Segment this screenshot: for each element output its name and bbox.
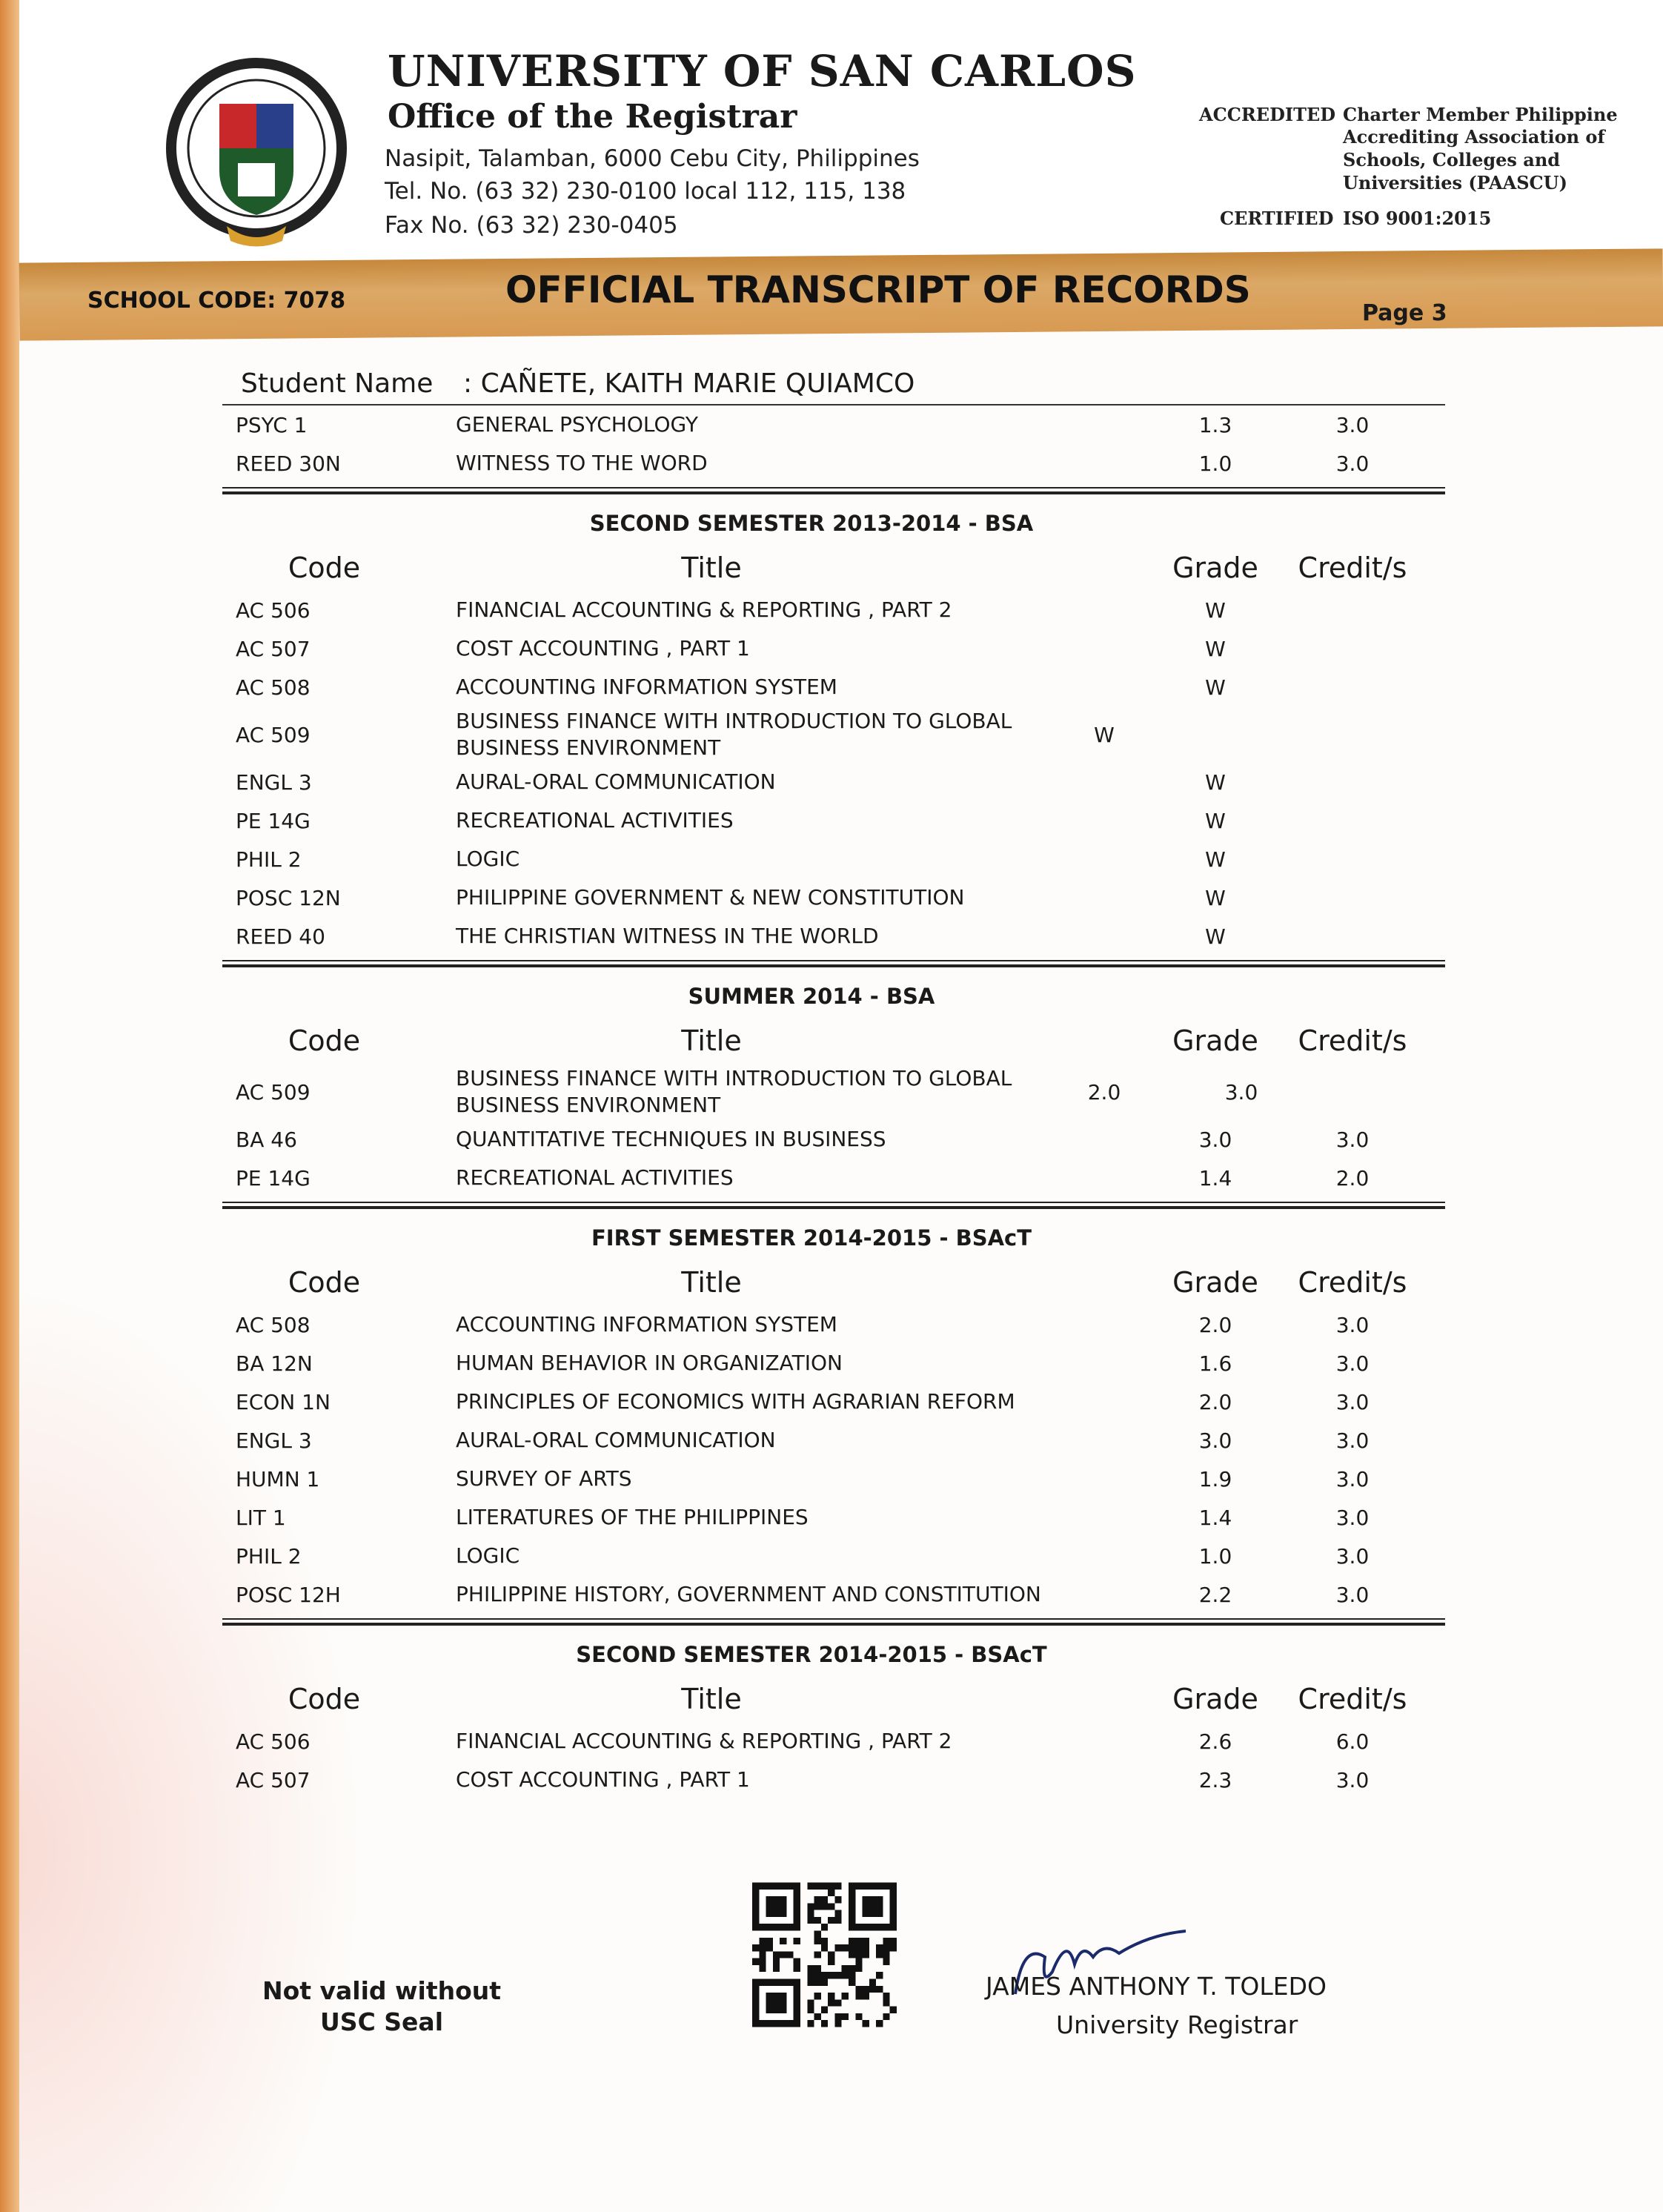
course-row [222,1761,1445,1799]
accreditation-line: Charter Member Philippine [1343,104,1618,125]
course-grade: 1.4 [1198,1165,1232,1191]
course-credit: 3.0 [1335,1466,1370,1491]
header-code: Code [288,1683,361,1715]
accreditation-line: Universities (PAASCU) [1343,172,1567,193]
double-divider [222,487,1445,494]
course-title: SURVEY OF ARTS [456,1466,632,1491]
course-grade: 1.4 [1198,1505,1232,1530]
course-title: PHILIPPINE HISTORY, GOVERNMENT AND CONSTITUTION [456,1582,1041,1606]
course-code: PE 14G [236,808,311,833]
course-code: REED 30N [236,451,341,476]
carryover-rows [222,405,1445,483]
course-code: POSC 12N [236,885,341,910]
header-credit: Credit/s [1298,1024,1407,1057]
letterhead [19,0,1663,263]
course-grade: 2.6 [1198,1729,1232,1754]
course-row [222,1344,1445,1382]
double-divider [222,1618,1445,1626]
transcript-body [222,363,1445,1799]
semester-section [222,1216,1445,1626]
header-credit: Credit/s [1298,552,1407,584]
course-row [222,668,1445,706]
course-grade: W [1205,597,1226,623]
course-title: RECREATIONAL ACTIVITIES [456,1165,734,1190]
course-title: FINANCIAL ACCOUNTING & REPORTING , PART 2 [456,1729,952,1753]
column-headers [222,545,1445,591]
semester-title: SECOND SEMESTER 2014-2015 - BSAcT [576,1642,1047,1667]
course-grade: W [1205,885,1226,910]
course-credit: 3.0 [1335,1312,1370,1337]
course-row [222,1382,1445,1421]
course-title: ACCOUNTING INFORMATION SYSTEM [456,1312,837,1337]
certified-value: ISO 9001:2015 [1343,208,1492,229]
course-grade: 3.0 [1198,1428,1232,1453]
course-code: ECON 1N [236,1389,331,1414]
course-credit: 3.0 [1335,1543,1370,1569]
header-credit: Credit/s [1298,1683,1407,1715]
course-code: PHIL 2 [236,847,302,872]
course-title: FINANCIAL ACCOUNTING & REPORTING , PART 2 [456,597,952,622]
semester-section [222,1633,1445,1799]
accreditation-line: Schools, Colleges and [1343,149,1561,170]
course-title: HUMAN BEHAVIOR IN ORGANIZATION [456,1351,843,1375]
course-row [222,1722,1445,1761]
university-seal-logo [164,52,349,252]
course-code: AC 508 [236,1312,311,1337]
course-row [222,706,1445,763]
course-credit: 3.0 [1335,1389,1370,1414]
column-headers [222,1676,1445,1722]
header-title: Title [681,1024,742,1057]
header-grade: Grade [1172,1683,1258,1715]
course-grade: 2.3 [1198,1767,1232,1792]
course-row [222,1498,1445,1537]
course-grade: W [1094,722,1115,747]
school-code: SCHOOL CODE: 7078 [87,288,346,314]
course-title: THE CHRISTIAN WITNESS IN THE WORLD [456,924,879,948]
course-code: AC 507 [236,1767,311,1792]
address: Nasipit, Talamban, 6000 Cebu City, Philippines [385,145,920,172]
course-row [222,405,1445,444]
course-code: BA 46 [236,1127,297,1152]
course-code: AC 506 [236,597,311,623]
qr-code [752,1881,897,2029]
course-credit: 3.0 [1335,412,1370,437]
course-code: POSC 12H [236,1582,341,1607]
course-grade: W [1205,808,1226,833]
semester-title: SECOND SEMESTER 2013-2014 - BSA [589,511,1034,536]
course-title: RECREATIONAL ACTIVITIES [456,808,734,832]
course-title: COST ACCOUNTING , PART 1 [456,636,750,660]
course-row [222,917,1445,956]
semester-title: SUMMER 2014 - BSA [688,984,935,1009]
semester-title: FIRST SEMESTER 2014-2015 - BSAcT [591,1225,1032,1251]
semester-section [222,502,1445,967]
course-title: WITNESS TO THE WORD [456,451,708,475]
accreditation-line: Accrediting Association of [1343,126,1605,148]
course-credit: 3.0 [1335,1428,1370,1453]
course-credit: 3.0 [1335,1505,1370,1530]
course-title: AURAL-ORAL COMMUNICATION [456,769,776,794]
fax: Fax No. (63 32) 230-0405 [385,212,678,239]
course-code: PSYC 1 [236,412,308,437]
course-code: AC 509 [236,1079,311,1105]
course-credit: 2.0 [1335,1165,1370,1191]
header-grade: Grade [1172,552,1258,584]
validity-note: Not valid without USC Seal [262,1976,502,2036]
header-code: Code [288,1266,361,1299]
course-code: LIT 1 [236,1505,286,1530]
course-title: BUSINESS FINANCE WITH INTRODUCTION TO GLOBAL BUSINESS ENVIRONMENT [456,1066,1012,1117]
course-code: AC 508 [236,675,311,700]
course-grade: 2.0 [1198,1312,1232,1337]
course-credit: 3.0 [1224,1079,1258,1105]
course-code: PHIL 2 [236,1543,302,1569]
course-row [222,1537,1445,1575]
header-title: Title [681,552,742,584]
registrar-role: University Registrar [1056,2010,1298,2039]
course-grade: 3.0 [1198,1127,1232,1152]
page-edge [0,0,19,2212]
course-credit: 3.0 [1335,1351,1370,1376]
course-row [222,1120,1445,1159]
course-grade: W [1205,636,1226,661]
header-title: Title [681,1683,742,1715]
student-name-row [222,363,1445,405]
course-code: ENGL 3 [236,769,312,795]
course-row [222,763,1445,801]
course-title: COST ACCOUNTING , PART 1 [456,1767,750,1792]
course-grade: 1.3 [1198,412,1232,437]
course-row [222,1064,1445,1120]
accredited-label: ACCREDITED [1199,104,1336,125]
course-grade: 2.0 [1198,1389,1232,1414]
telephone: Tel. No. (63 32) 230-0100 local 112, 115, 138 [385,178,906,205]
course-title: ACCOUNTING INFORMATION SYSTEM [456,675,837,699]
column-headers [222,1018,1445,1064]
header-title: Title [681,1266,742,1299]
semester-section [222,975,1445,1209]
course-title: PRINCIPLES OF ECONOMICS WITH AGRARIAN REFORM [456,1389,1015,1414]
course-title: LITERATURES OF THE PHILIPPINES [456,1505,809,1529]
course-credit: 3.0 [1335,1582,1370,1607]
course-title: AURAL-ORAL COMMUNICATION [456,1428,776,1452]
course-row [222,1159,1445,1197]
double-divider [222,960,1445,967]
student-name-label: Student Name [241,368,434,399]
course-code: ENGL 3 [236,1428,312,1453]
course-code: PE 14G [236,1165,311,1191]
page-number: Page 3 [1362,300,1447,326]
course-title: LOGIC [456,1543,520,1568]
course-grade: 1.0 [1198,451,1232,476]
course-row [222,1421,1445,1460]
course-row [222,1460,1445,1498]
course-code: AC 509 [236,722,311,747]
course-grade: 1.6 [1198,1351,1232,1376]
course-row [222,1305,1445,1344]
course-credit: 3.0 [1335,1767,1370,1792]
course-code: HUMN 1 [236,1466,320,1491]
course-title: BUSINESS FINANCE WITH INTRODUCTION TO GLOBAL BUSINESS ENVIRONMENT [456,709,1012,760]
course-row [222,629,1445,668]
course-grade: 1.9 [1198,1466,1232,1491]
course-credit: 6.0 [1335,1729,1370,1754]
course-row [222,591,1445,629]
course-title: GENERAL PSYCHOLOGY [456,412,698,437]
certified-label: CERTIFIED [1220,208,1334,229]
header-credit: Credit/s [1298,1266,1407,1299]
course-code: BA 12N [236,1351,313,1376]
course-title: QUANTITATIVE TECHNIQUES IN BUSINESS [456,1127,886,1151]
course-grade: W [1205,847,1226,872]
course-row [222,444,1445,483]
course-code: AC 507 [236,636,311,661]
course-row [222,801,1445,840]
course-grade: 2.2 [1198,1582,1232,1607]
student-name: : CAÑETE, KAITH MARIE QUIAMCO [463,368,915,399]
course-grade: W [1205,675,1226,700]
double-divider [222,1202,1445,1209]
header-grade: Grade [1172,1266,1258,1299]
course-row [222,840,1445,878]
registrar-name: JAMES ANTHONY T. TOLEDO [986,1972,1327,2001]
course-grade: 2.0 [1087,1079,1121,1105]
header-code: Code [288,552,361,584]
column-headers [222,1259,1445,1305]
header-grade: Grade [1172,1024,1258,1057]
header-code: Code [288,1024,361,1057]
document-title: OFFICIAL TRANSCRIPT OF RECORDS [505,268,1251,311]
course-grade: 1.0 [1198,1543,1232,1569]
course-grade: W [1205,924,1226,949]
course-title: PHILIPPINE GOVERNMENT & NEW CONSTITUTION [456,885,965,910]
course-row [222,878,1445,917]
course-code: AC 506 [236,1729,311,1754]
office-name: Office of the Registrar [388,98,797,136]
course-code: REED 40 [236,924,325,949]
course-row [222,1575,1445,1614]
course-title: LOGIC [456,847,520,871]
university-name: UNIVERSITY OF SAN CARLOS [388,46,1137,96]
course-credit: 3.0 [1335,451,1370,476]
course-grade: W [1205,769,1226,795]
course-credit: 3.0 [1335,1127,1370,1152]
